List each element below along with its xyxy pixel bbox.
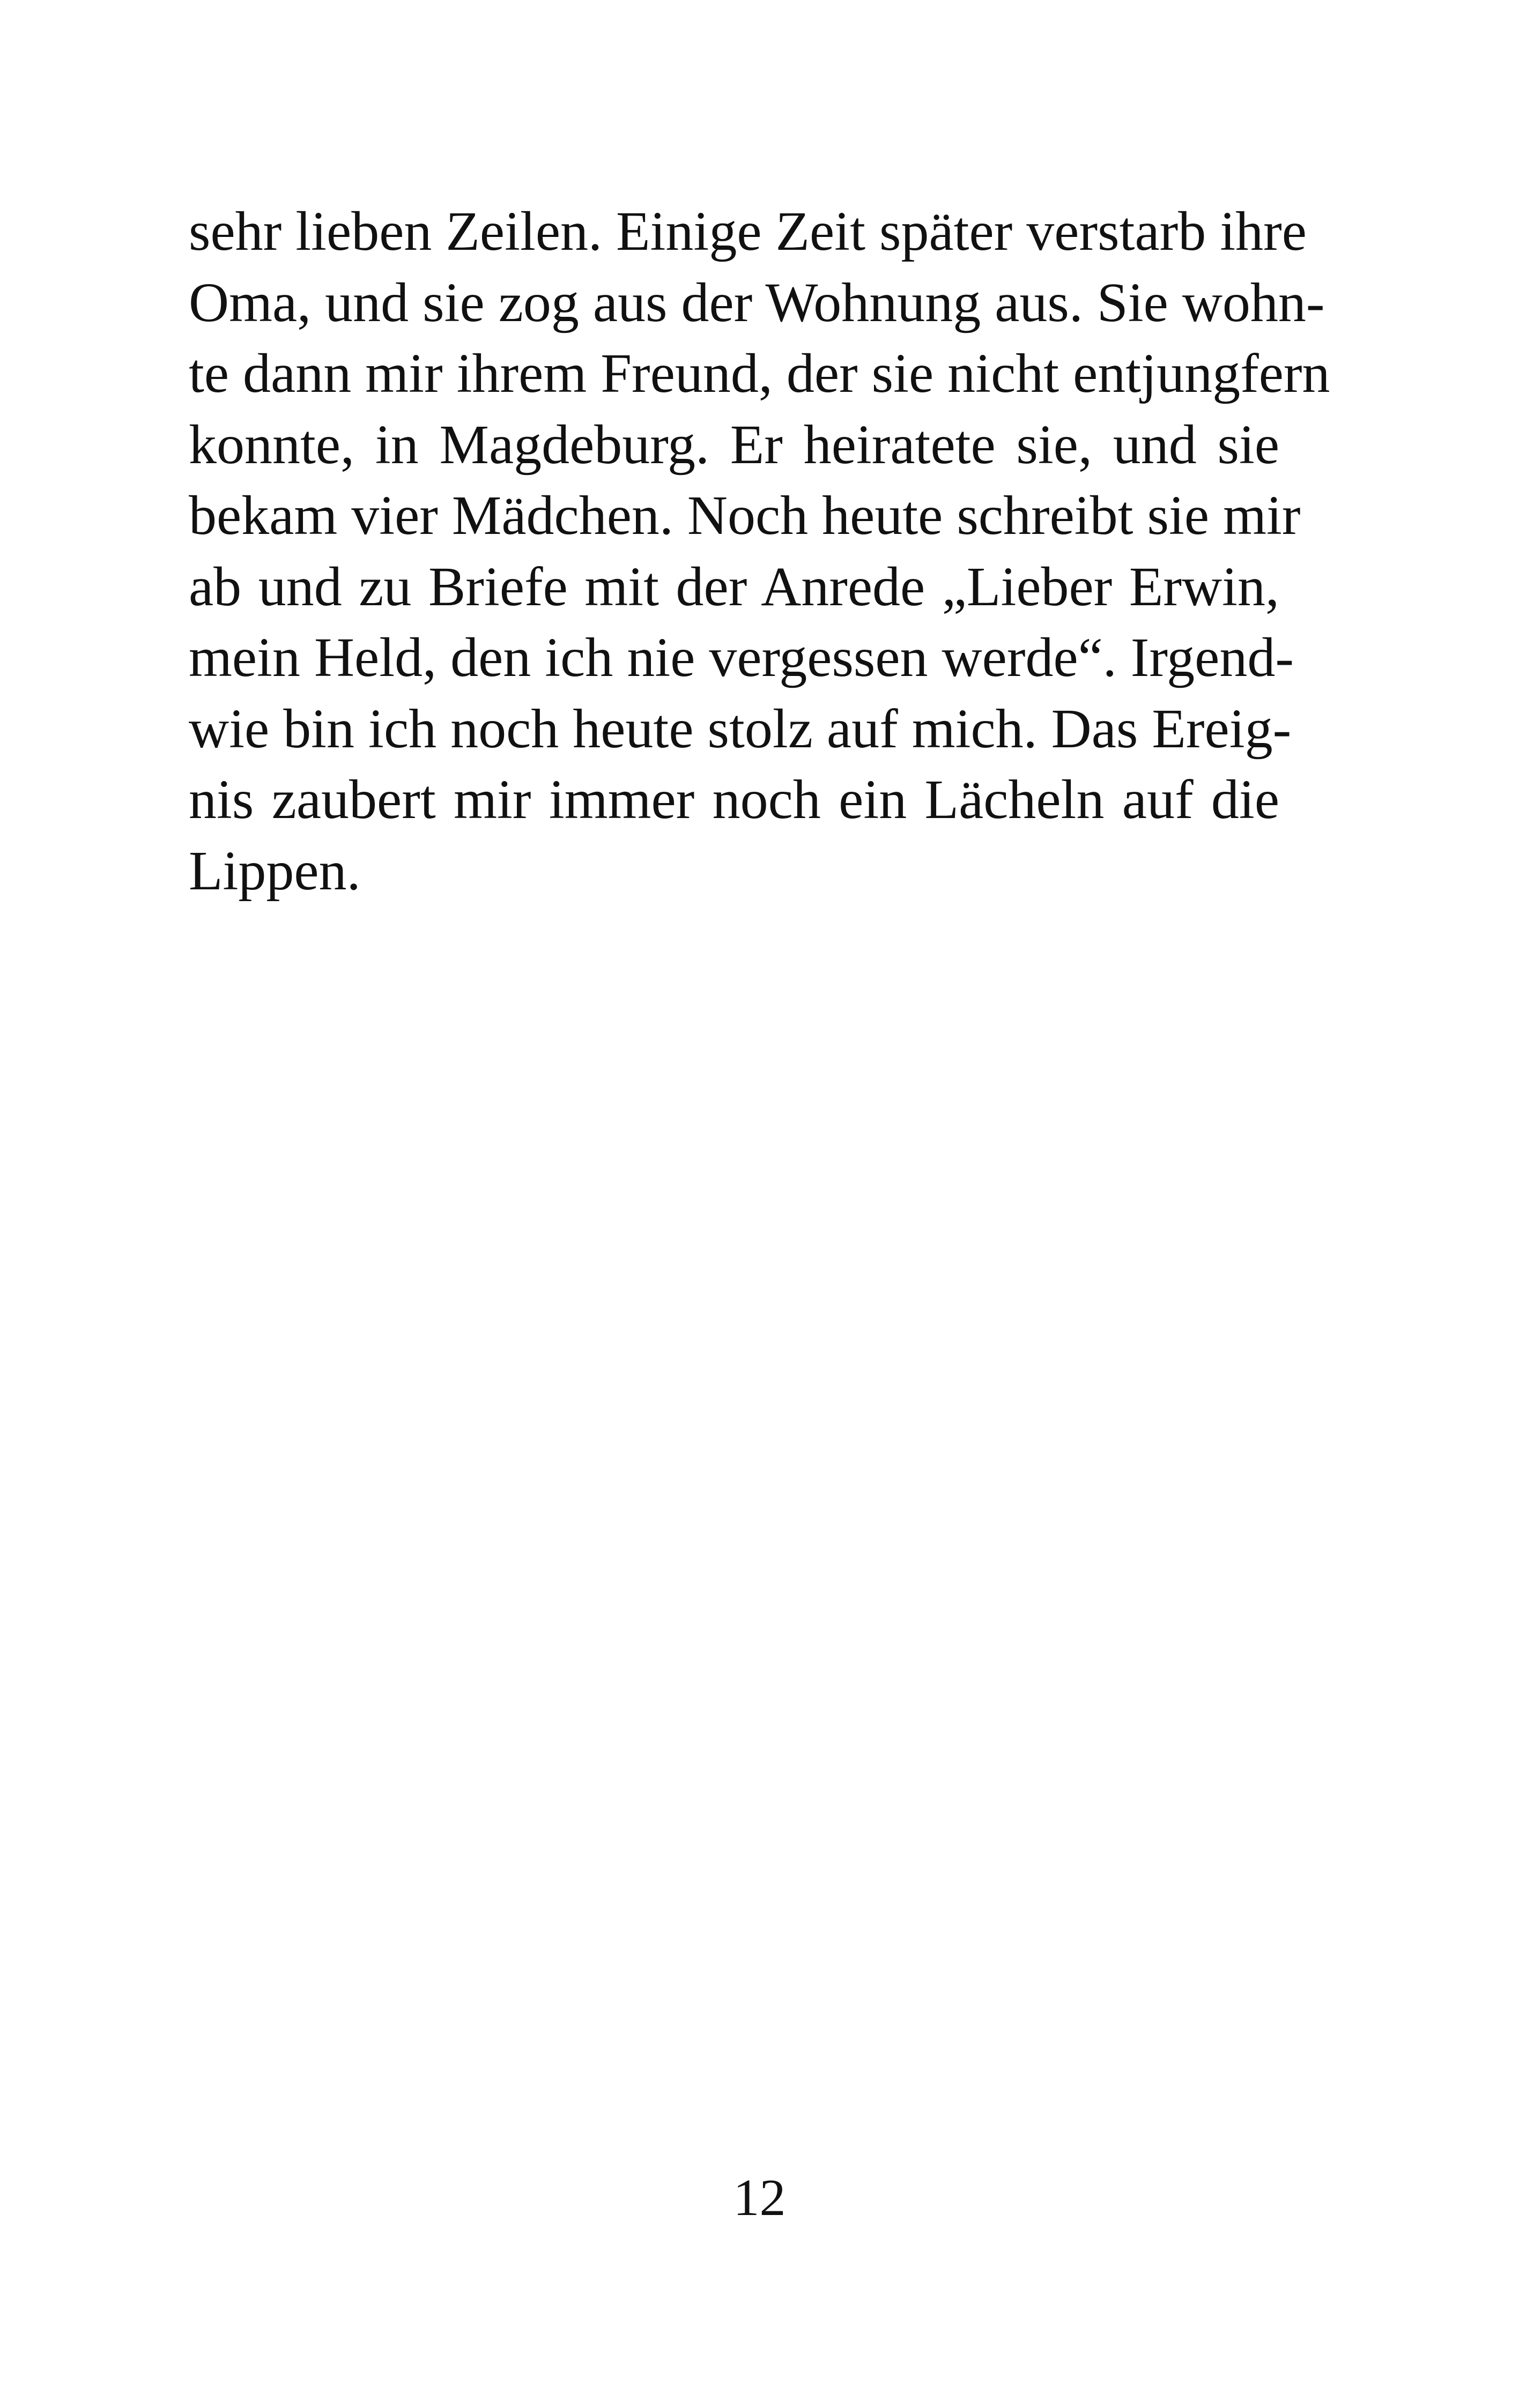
text-line: wie bin ich noch heute stolz auf mich. Das Ereig- [189,697,1292,760]
text-line: te dann mir ihrem Freund, der sie nicht entjungfern [189,343,1330,404]
text-line: bekam vier Mädchen. Noch heute schreibt sie mir [189,485,1301,546]
text-line: mein Held, den ich nie vergessen werde“. Irgend- [189,627,1294,688]
text-line: Oma, und sie zog aus der Wohnung aus. Sie wohn- [189,271,1325,333]
text-line: nis zaubert mir immer noch ein Lächeln auf die [189,769,1279,830]
text-line: ab und zu Briefe mit der Anrede „Lieber Erwin, [189,555,1279,618]
text-line: Lippen. [189,839,361,902]
page-number: 12 [733,2169,786,2227]
body-paragraph [189,196,1330,906]
text-line: sehr lieben Zeilen. Einige Zeit später verstarb ihre [189,200,1307,262]
text-line: konnte, in Magdeburg. Er heiratete sie, und sie [189,413,1279,475]
